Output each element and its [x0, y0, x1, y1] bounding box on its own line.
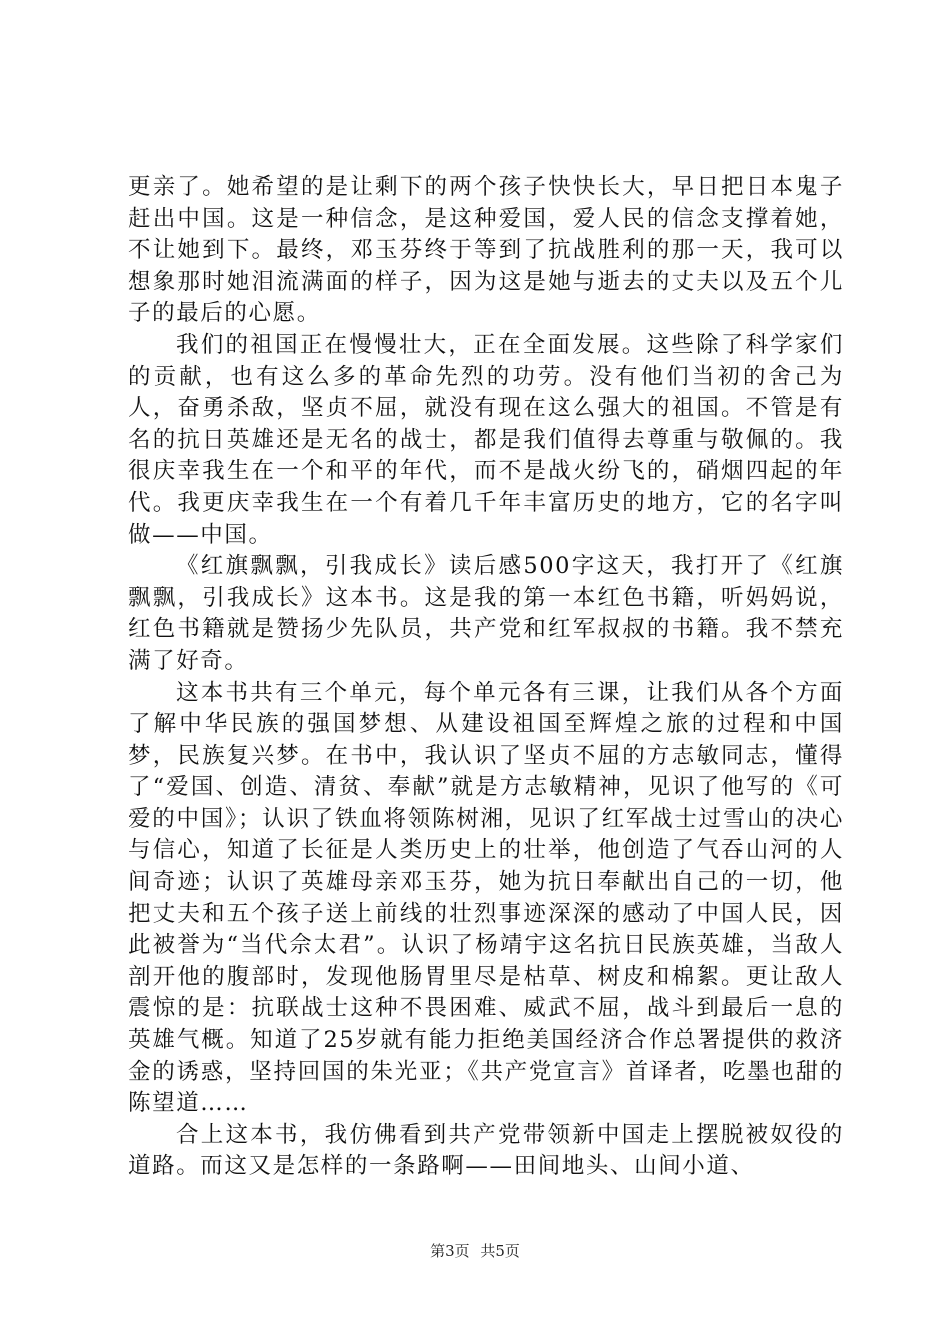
paragraph-1: 更亲了。她希望的是让剩下的两个孩子快快长大，早日把日本鬼子赶出中国。这是一种信念，是这种爱国，爱人民的信念支撑着她，不让她到下。最终，邓玉芬终于等到了抗战胜利的那一天，我可以想象那时她泪流满面的样子，因为这是她与逝去的丈夫以及五个儿子的最后的心愿。	[128, 174, 844, 327]
paragraph-3: 《红旗飘飘，引我成长》读后感500字这天，我打开了《红旗飘飘，引我成长》这本书。这是我的第一本红色书籍，听妈妈说，红色书籍就是赞扬少先队员，共产党和红军叔叔的书籍。我不禁充满了好奇。	[128, 553, 844, 674]
page-number: 第3页	[430, 1242, 470, 1260]
paragraph-4: 这本书共有三个单元，每个单元各有三课，让我们从各个方面了解中华民族的强国梦想、从建设祖国至辉煌之旅的过程和中国梦，民族复兴梦。在书中，我认识了坚贞不屈的方志敏同志，懂得了“爱国、创造、清贫、奉献”就是方志敏精神，见识了他写的《可爱的中国》；认识了铁血将领陈树湘，见识了红军战士过雪山的决心与信心，知道了长征是人类历史上的壮举，他创造了气吞山河的人间奇迹；认识了英雄母亲邓玉芬，她为抗日奉献出自己的一切，他把丈夫和五个孩子送上前线的壮烈事迹深深的感动了中国人民，因此被誉为“当代佘太君”。认识了杨靖宇这名抗日民族英雄，当敌人剖开他的腹部时，发现他肠胃里尽是枯草、树皮和棉絮。更让敌人震惊的是：抗联战士这种不畏困难、威武不屈，战斗到最后一息的英雄气概。知道了25岁就有能力拒绝美国经济合作总署提供的救济金的诱惑，坚持回国的朱光亚；《共产党宣言》首译者，吃墨也甜的陈望道……	[128, 679, 844, 1117]
paragraph-5: 合上这本书，我仿佛看到共产党带领新中国走上摆脱被奴役的道路。而这又是怎样的一条路啊——田间地头、山间小道、	[128, 1121, 844, 1180]
page-total: 共5页	[480, 1242, 520, 1260]
document-body	[128, 172, 844, 1183]
paragraph-2: 我们的祖国正在慢慢壮大，正在全面发展。这些除了科学家们的贡献，也有这么多的革命先烈的功劳。没有他们当初的舍己为人，奋勇杀敌，坚贞不屈，就没有现在这么强大的祖国。不管是有名的抗日英雄还是无名的战士，都是我们值得去尊重与敬佩的。我很庆幸我生在一个和平的年代，而不是战火纷飞的，硝烟四起的年代。我更庆幸我生在一个有着几千年丰富历史的地方，它的名字叫做——中国。	[128, 331, 844, 548]
page-footer	[0, 1240, 950, 1261]
